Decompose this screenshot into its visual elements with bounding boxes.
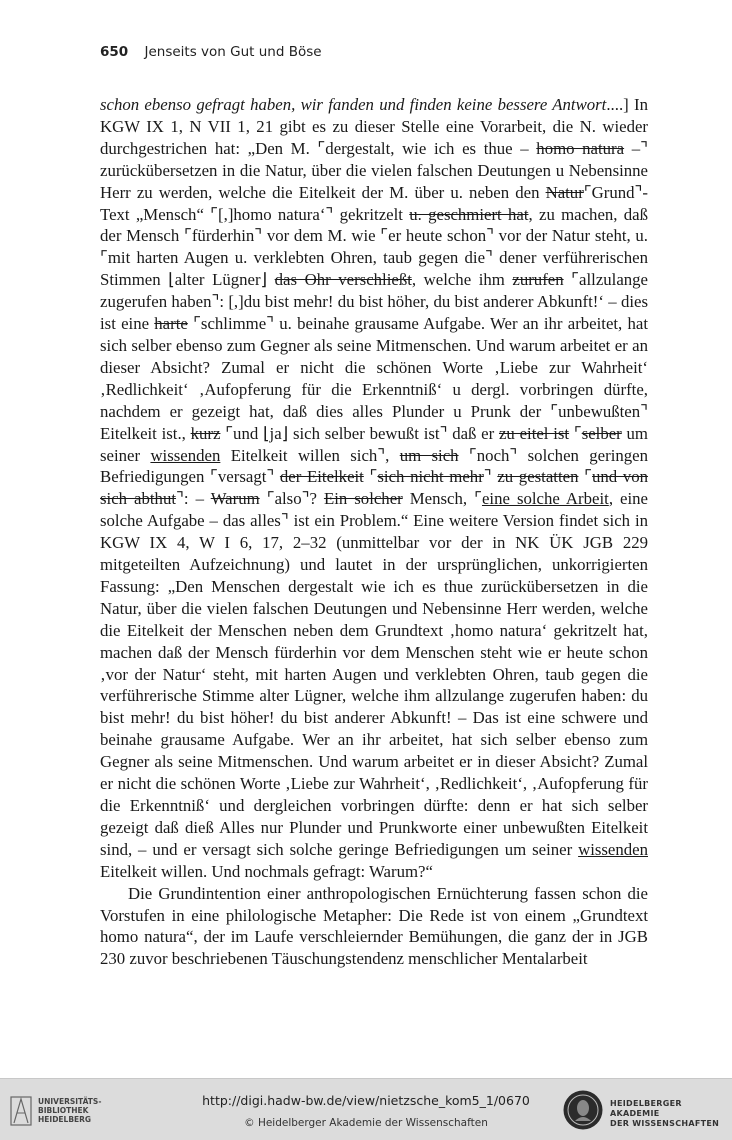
deleted-run: u. geschmiert hat: [409, 204, 529, 224]
deleted-run: kurz: [190, 423, 221, 443]
page-number: 650: [100, 44, 129, 60]
italic-run: schon ebenso gefragt haben, wir fanden und finden keine bessere Antwort: [100, 95, 607, 114]
library-logo-text: UNIVERSITÄTS- BIBLIOTHEK HEIDELBERG: [38, 1097, 102, 1124]
text-run: ⌜: [569, 423, 582, 443]
underlined-run: eine solche Arbeit: [481, 489, 609, 509]
body-text: [100, 94, 648, 970]
running-header: [100, 44, 648, 66]
deleted-run: selber: [581, 423, 622, 443]
text-run: ⌜also⌝?: [259, 489, 324, 509]
text-run: Mensch, ⌜: [402, 489, 482, 509]
academy-seal-icon: [562, 1089, 604, 1131]
text-run: , welche ihm: [411, 270, 513, 290]
permalink-url[interactable]: http://digi.hadw-bw.de/view/nietzsche_kom5_1/0670: [202, 1093, 530, 1108]
text-run: ⌝: [483, 467, 498, 487]
deleted-run: und von sich abthut: [100, 467, 649, 509]
text-run: ⌜: [363, 467, 378, 487]
deleted-run: zu gestatten: [497, 467, 579, 487]
academy-logo-text: HEIDELBERGER AKADEMIE DER WISSENSCHAFTEN: [610, 1099, 720, 1128]
text-run: ⌜schlimme⌝ u. beinahe grausame Aufgabe. Wer an ihr arbeitet, hat sich selber ebenso zum Gegner als seine Mitmenschen. Und warum arbeitet er an dieser Absicht? Zumal er nicht die schönen Worte ‚Liebe zur Wahrheit‘ ‚Redlichkeit‘ ‚Aufopferung für die Erkenntniß‘ u dergl. vorbringen dürfte, nachdem er gezeigt hat, daß dies alles Plunder u Prunk der ⌜unbewußten⌝ Eitelkeit ist.,: [100, 314, 648, 443]
commentary-paragraph: [100, 94, 648, 883]
text-run: ⌜Grund⌝-Text „Mensch“ ⌜[,]homo natura‘⌝ gekritzelt: [100, 182, 648, 224]
text-run: , zu machen, daß der Mensch ⌜fürderhin⌝ vor dem M. wie ⌜er heute schon⌝ vor der Natur steht, u. ⌜mit harten Augen u. verklebten Ohren, taub gegen die⌝ dener verführerischen Stimmen ⌊alter Lügner⌋: [100, 204, 648, 290]
text-run: Eitelkeit willen sich⌝,: [220, 445, 400, 465]
commentary-paragraph: [100, 883, 648, 971]
text-run: , eine solche Aufgabe – das alles⌝ ist ein Problem.“ Eine weitere Version findet sich in KGW IX 4, W I 6, 17, 2–32 (unmittelbar vor der in NK ÜK JGB 229 mitgeteilten Aufzeichnung) und lautet in der ursprünglichen, unkorrigierten Fassung: „Den Menschen dergestalt wie ich es thue zurückübersetzen in die Natur, über die vielen falschen Deutungen und Nebensinne Herr werden, welche die Eitelkeit der Menschen neben dem Grundtext ‚homo natura‘ gekritzelt hat, machen daß der Mensch fürderhin vor dem Menschen steht wie er heute schon ‚vor der Natur‘ steht, mit harten Augen und verklebten Ohren, taub gegen die verführerische Stimme alter Lügner, welche ihm allzulange zugerufen haben: du bist mehr! du bist höher! du bist anderer Abkunft! – Das ist eine schwere und beinahe grausame Aufgabe. Wer an ihr arbeitet, hat sich selber ebenso zum Gegner als seine Mitmenschen. Und warum arbeitet er in dieser Absicht? Zumal er nicht die schönen Worte ‚Liebe zur Wahrheit‘, ‚Redlichkeit‘, ‚Aufopferung für die Erkenntniß‘ und dergleichen vorbringen dürfte: denn er hat sich selber gezeigt daß dieß Alles nur Plunder und Prunkworte einer unbewußten Eitelkeit sind, – und er versagt sich solche geringe Befriedigungen um seiner: [100, 489, 648, 859]
text-run: ⌜: [578, 467, 592, 487]
text-run: ⌜noch⌝ solchen geringen Befriedigungen ⌜versagt⌝: [100, 445, 648, 487]
deleted-run: Ein solcher: [323, 489, 403, 509]
underlined-run: wissenden: [578, 839, 648, 859]
viewer-footer: [0, 1078, 732, 1140]
deleted-run: zu eitel ist: [498, 423, 570, 443]
text-run: um seiner: [100, 423, 648, 465]
text-run: ⌜und ⌊ja⌋ sich selber bewußt ist⌝ daß er: [220, 423, 499, 443]
deleted-run: der Eitelkeit: [279, 467, 364, 487]
copyright-notice: © Heidelberger Akademie der Wissenschaften: [244, 1117, 488, 1129]
deleted-run: Natur: [545, 182, 584, 202]
deleted-run: sich nicht mehr: [377, 467, 484, 487]
text-run: Die Grundintention einer anthropologischen Ernüchterung fassen schon die Vorstufen in eine philologische Metapher: Die Rede ist von einem „Grundtext homo natura“, der im Laufe verschleiernder Bemühungen, die ganz der in JGB 230 zuvor beschriebenen Täuschungstendenz menschlicher Mentalarbeit: [100, 883, 648, 969]
deleted-run: zurufen: [512, 270, 564, 290]
deleted-run: Warum: [210, 489, 260, 509]
text-run: –⌝ zurückübersetzen in die Natur, über die vielen falschen Deutungen u Nebensinne Herr zu werden, welche die Eitelkeit der M. über u. neben den: [100, 138, 649, 202]
text-run: ⌝: –: [176, 489, 211, 509]
deleted-run: harte: [154, 314, 188, 334]
deleted-run: um sich: [399, 445, 459, 465]
deleted-run: das Ohr verschließt: [274, 270, 412, 290]
text-run: Eitelkeit willen. Und nochmals gefragt: Warum?“: [100, 861, 433, 881]
deleted-run: homo natura: [536, 138, 625, 158]
text-run: ⌜allzulange zugerufen haben⌝: [,]du bist mehr! du bist höher, du bist anderer Abkunft!‘ – dies ist eine: [100, 270, 649, 334]
academy-logo[interactable]: [562, 1087, 728, 1133]
text-run: ....] In KGW IX 1, N VII 1, 21 gibt es zu dieser Stelle eine Vorarbeit, die N. wieder durchgestrichen hat: „Den M. ⌜dergestalt, wie ich es thue –: [100, 95, 648, 158]
underlined-run: wissenden: [150, 445, 221, 465]
running-title: Jenseits von Gut und Böse: [144, 44, 322, 60]
